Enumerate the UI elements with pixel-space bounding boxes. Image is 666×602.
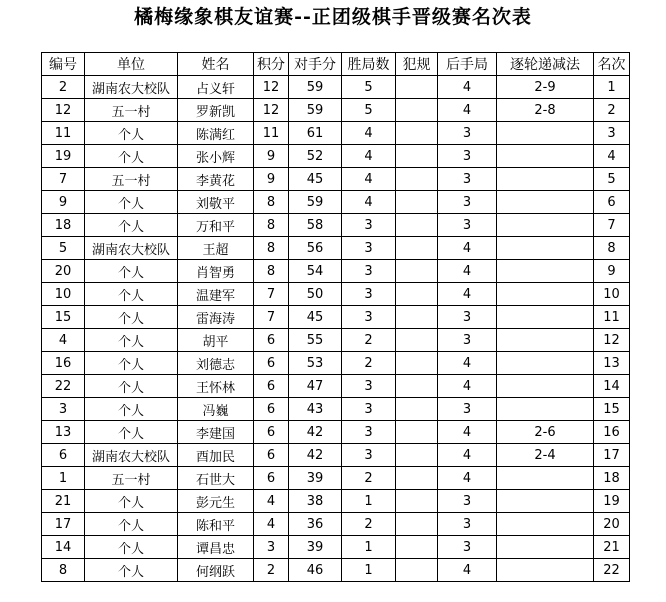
col-number-cell: 6: [42, 444, 85, 467]
col-points-cell: 4: [254, 490, 289, 513]
col-points-cell: 8: [254, 214, 289, 237]
col-wins-cell: 1: [342, 490, 396, 513]
col-name-cell: 肖智勇: [178, 260, 254, 283]
col-points-cell: 8: [254, 260, 289, 283]
col-rank-cell: 7: [594, 214, 630, 237]
col-number-cell: 21: [42, 490, 85, 513]
col-number-cell: 20: [42, 260, 85, 283]
col-name-cell: 占义轩: [178, 76, 254, 99]
col-opponent-score-cell: 45: [289, 306, 342, 329]
col-number-cell: 18: [42, 214, 85, 237]
col-second-move-games-cell: 3: [438, 122, 497, 145]
col-opponent-score-cell: 39: [289, 467, 342, 490]
col-fouls-cell: [396, 467, 438, 490]
table-body: [42, 76, 630, 582]
col-name-cell: 刘敬平: [178, 191, 254, 214]
col-fouls-cell: [396, 490, 438, 513]
col-opponent-score-cell: 52: [289, 145, 342, 168]
col-points-cell: 11: [254, 122, 289, 145]
col-fouls-cell: [396, 352, 438, 375]
col-number-cell: 16: [42, 352, 85, 375]
col-name-header: 姓名: [178, 53, 254, 76]
col-points-cell: 12: [254, 76, 289, 99]
col-number-header: 编号: [42, 53, 85, 76]
col-tiebreak-cell: [497, 352, 594, 375]
col-fouls-cell: [396, 168, 438, 191]
col-rank-cell: 18: [594, 467, 630, 490]
col-rank-cell: 3: [594, 122, 630, 145]
col-rank-cell: 5: [594, 168, 630, 191]
col-name-cell: 李黄花: [178, 168, 254, 191]
table-row: [42, 329, 630, 352]
col-unit-cell: 个人: [85, 490, 178, 513]
col-points-cell: 4: [254, 513, 289, 536]
col-opponent-score-header: 对手分: [289, 53, 342, 76]
col-fouls-cell: [396, 559, 438, 582]
table-row: [42, 536, 630, 559]
col-wins-cell: 3: [342, 421, 396, 444]
col-fouls-cell: [396, 76, 438, 99]
col-number-cell: 22: [42, 375, 85, 398]
col-name-cell: 万和平: [178, 214, 254, 237]
col-unit-cell: 五一村: [85, 168, 178, 191]
col-number-cell: 3: [42, 398, 85, 421]
col-tiebreak-cell: [497, 306, 594, 329]
table-row: [42, 559, 630, 582]
col-unit-cell: 个人: [85, 513, 178, 536]
col-rank-cell: 10: [594, 283, 630, 306]
col-rank-cell: 19: [594, 490, 630, 513]
col-rank-cell: 8: [594, 237, 630, 260]
col-fouls-cell: [396, 191, 438, 214]
col-unit-cell: 湖南农大校队: [85, 76, 178, 99]
col-name-cell: 刘德志: [178, 352, 254, 375]
col-unit-cell: 个人: [85, 306, 178, 329]
col-name-cell: 温建军: [178, 283, 254, 306]
col-name-cell: 彭元生: [178, 490, 254, 513]
col-unit-cell: 个人: [85, 145, 178, 168]
col-unit-cell: 个人: [85, 398, 178, 421]
table-row: [42, 444, 630, 467]
col-second-move-games-cell: 3: [438, 306, 497, 329]
col-name-cell: 王怀林: [178, 375, 254, 398]
col-opponent-score-cell: 38: [289, 490, 342, 513]
col-opponent-score-cell: 47: [289, 375, 342, 398]
col-tiebreak-cell: [497, 467, 594, 490]
table-row: [42, 76, 630, 99]
col-unit-header: 单位: [85, 53, 178, 76]
col-opponent-score-cell: 54: [289, 260, 342, 283]
col-unit-cell: 湖南农大校队: [85, 237, 178, 260]
col-tiebreak-cell: [497, 536, 594, 559]
col-second-move-games-cell: 4: [438, 421, 497, 444]
col-second-move-games-cell: 4: [438, 260, 497, 283]
col-wins-cell: 4: [342, 145, 396, 168]
col-second-move-games-cell: 4: [438, 467, 497, 490]
col-points-cell: 9: [254, 145, 289, 168]
col-fouls-header: 犯规: [396, 53, 438, 76]
col-number-cell: 5: [42, 237, 85, 260]
col-second-move-games-cell: 3: [438, 214, 497, 237]
col-unit-cell: 个人: [85, 214, 178, 237]
col-opponent-score-cell: 36: [289, 513, 342, 536]
col-second-move-games-cell: 4: [438, 283, 497, 306]
col-fouls-cell: [396, 237, 438, 260]
col-fouls-cell: [396, 329, 438, 352]
col-wins-cell: 2: [342, 352, 396, 375]
table-row: [42, 237, 630, 260]
col-second-move-games-cell: 3: [438, 168, 497, 191]
col-tiebreak-cell: [497, 283, 594, 306]
table-row: [42, 375, 630, 398]
table-row: [42, 191, 630, 214]
col-tiebreak-cell: [497, 214, 594, 237]
col-wins-cell: 3: [342, 306, 396, 329]
col-wins-cell: 3: [342, 398, 396, 421]
col-wins-cell: 3: [342, 214, 396, 237]
col-tiebreak-cell: [497, 375, 594, 398]
col-wins-cell: 5: [342, 76, 396, 99]
col-number-cell: 17: [42, 513, 85, 536]
col-tiebreak-header: 逐轮递减法: [497, 53, 594, 76]
col-rank-cell: 11: [594, 306, 630, 329]
col-opponent-score-cell: 59: [289, 191, 342, 214]
table-row: [42, 398, 630, 421]
col-fouls-cell: [396, 214, 438, 237]
col-points-cell: 12: [254, 99, 289, 122]
col-second-move-games-cell: 3: [438, 145, 497, 168]
col-fouls-cell: [396, 260, 438, 283]
col-second-move-games-cell: 4: [438, 444, 497, 467]
col-wins-cell: 1: [342, 559, 396, 582]
col-unit-cell: 个人: [85, 283, 178, 306]
col-wins-cell: 5: [342, 99, 396, 122]
col-name-cell: 张小辉: [178, 145, 254, 168]
col-second-move-games-cell: 4: [438, 99, 497, 122]
col-tiebreak-cell: 2-8: [497, 99, 594, 122]
col-fouls-cell: [396, 145, 438, 168]
col-opponent-score-cell: 58: [289, 214, 342, 237]
table-row: [42, 467, 630, 490]
table-row: [42, 421, 630, 444]
col-wins-cell: 2: [342, 467, 396, 490]
col-number-cell: 10: [42, 283, 85, 306]
col-unit-cell: 个人: [85, 260, 178, 283]
col-number-cell: 4: [42, 329, 85, 352]
table-row: [42, 352, 630, 375]
table-row: [42, 306, 630, 329]
col-second-move-games-cell: 4: [438, 352, 497, 375]
col-second-move-games-cell: 3: [438, 191, 497, 214]
col-tiebreak-cell: [497, 260, 594, 283]
col-rank-cell: 2: [594, 99, 630, 122]
col-tiebreak-cell: [497, 490, 594, 513]
col-wins-cell: 4: [342, 122, 396, 145]
col-number-cell: 7: [42, 168, 85, 191]
col-unit-cell: 个人: [85, 421, 178, 444]
col-second-move-games-cell: 3: [438, 490, 497, 513]
col-rank-cell: 17: [594, 444, 630, 467]
col-rank-cell: 21: [594, 536, 630, 559]
col-wins-cell: 3: [342, 237, 396, 260]
col-fouls-cell: [396, 444, 438, 467]
col-opponent-score-cell: 55: [289, 329, 342, 352]
col-name-cell: 酉加民: [178, 444, 254, 467]
col-rank-cell: 6: [594, 191, 630, 214]
col-tiebreak-cell: [497, 122, 594, 145]
col-points-cell: 7: [254, 306, 289, 329]
col-unit-cell: 五一村: [85, 99, 178, 122]
col-number-cell: 11: [42, 122, 85, 145]
col-rank-cell: 14: [594, 375, 630, 398]
col-opponent-score-cell: 50: [289, 283, 342, 306]
col-unit-cell: 个人: [85, 191, 178, 214]
col-rank-cell: 13: [594, 352, 630, 375]
col-number-cell: 9: [42, 191, 85, 214]
col-second-move-games-cell: 4: [438, 375, 497, 398]
col-points-cell: 2: [254, 559, 289, 582]
col-wins-cell: 4: [342, 168, 396, 191]
col-second-move-games-header: 后手局: [438, 53, 497, 76]
table-row: [42, 145, 630, 168]
table-row: [42, 260, 630, 283]
col-opponent-score-cell: 43: [289, 398, 342, 421]
col-second-move-games-cell: 4: [438, 559, 497, 582]
col-wins-cell: 2: [342, 329, 396, 352]
col-opponent-score-cell: 59: [289, 76, 342, 99]
table-row: [42, 214, 630, 237]
col-number-cell: 1: [42, 467, 85, 490]
col-opponent-score-cell: 45: [289, 168, 342, 191]
col-unit-cell: 个人: [85, 375, 178, 398]
col-second-move-games-cell: 4: [438, 237, 497, 260]
col-wins-cell: 3: [342, 375, 396, 398]
col-wins-cell: 3: [342, 283, 396, 306]
col-second-move-games-cell: 3: [438, 513, 497, 536]
col-tiebreak-cell: [497, 559, 594, 582]
table-row: [42, 99, 630, 122]
col-points-cell: 8: [254, 237, 289, 260]
col-points-cell: 3: [254, 536, 289, 559]
col-number-cell: 15: [42, 306, 85, 329]
col-number-cell: 19: [42, 145, 85, 168]
col-points-cell: 6: [254, 421, 289, 444]
col-wins-header: 胜局数: [342, 53, 396, 76]
col-fouls-cell: [396, 421, 438, 444]
col-name-cell: 石世大: [178, 467, 254, 490]
col-tiebreak-cell: [497, 145, 594, 168]
col-points-cell: 8: [254, 191, 289, 214]
col-rank-cell: 20: [594, 513, 630, 536]
col-name-cell: 陈和平: [178, 513, 254, 536]
col-tiebreak-cell: [497, 329, 594, 352]
col-number-cell: 14: [42, 536, 85, 559]
col-rank-header: 名次: [594, 53, 630, 76]
col-opponent-score-cell: 42: [289, 421, 342, 444]
col-tiebreak-cell: 2-9: [497, 76, 594, 99]
col-tiebreak-cell: 2-4: [497, 444, 594, 467]
page-title: 橘梅缘象棋友谊赛--正团级棋手晋级赛名次表: [134, 6, 532, 28]
col-tiebreak-cell: 2-6: [497, 421, 594, 444]
col-number-cell: 13: [42, 421, 85, 444]
table-row: [42, 490, 630, 513]
table-row: [42, 122, 630, 145]
col-fouls-cell: [396, 513, 438, 536]
col-opponent-score-cell: 39: [289, 536, 342, 559]
col-fouls-cell: [396, 398, 438, 421]
col-unit-cell: 个人: [85, 122, 178, 145]
col-opponent-score-cell: 46: [289, 559, 342, 582]
col-wins-cell: 3: [342, 260, 396, 283]
col-name-cell: 何纲跃: [178, 559, 254, 582]
col-rank-cell: 22: [594, 559, 630, 582]
col-rank-cell: 9: [594, 260, 630, 283]
table-row: [42, 168, 630, 191]
table-header-row: [42, 53, 630, 76]
col-points-cell: 6: [254, 375, 289, 398]
col-name-cell: 雷海涛: [178, 306, 254, 329]
col-points-cell: 6: [254, 467, 289, 490]
col-wins-cell: 4: [342, 191, 396, 214]
col-number-cell: 2: [42, 76, 85, 99]
col-wins-cell: 3: [342, 444, 396, 467]
col-fouls-cell: [396, 375, 438, 398]
col-opponent-score-cell: 42: [289, 444, 342, 467]
col-tiebreak-cell: [497, 237, 594, 260]
col-fouls-cell: [396, 122, 438, 145]
col-fouls-cell: [396, 283, 438, 306]
col-name-cell: 李建国: [178, 421, 254, 444]
col-unit-cell: 个人: [85, 352, 178, 375]
col-points-cell: 6: [254, 444, 289, 467]
col-opponent-score-cell: 53: [289, 352, 342, 375]
col-fouls-cell: [396, 536, 438, 559]
col-points-header: 积分: [254, 53, 289, 76]
col-tiebreak-cell: [497, 513, 594, 536]
col-wins-cell: 1: [342, 536, 396, 559]
col-unit-cell: 个人: [85, 536, 178, 559]
table-row: [42, 283, 630, 306]
col-tiebreak-cell: [497, 191, 594, 214]
col-opponent-score-cell: 56: [289, 237, 342, 260]
col-name-cell: 胡平: [178, 329, 254, 352]
col-rank-cell: 1: [594, 76, 630, 99]
col-opponent-score-cell: 61: [289, 122, 342, 145]
col-second-move-games-cell: 4: [438, 76, 497, 99]
col-fouls-cell: [396, 99, 438, 122]
col-number-cell: 12: [42, 99, 85, 122]
col-name-cell: 冯巍: [178, 398, 254, 421]
col-opponent-score-cell: 59: [289, 99, 342, 122]
col-wins-cell: 2: [342, 513, 396, 536]
col-rank-cell: 4: [594, 145, 630, 168]
col-fouls-cell: [396, 306, 438, 329]
col-name-cell: 王超: [178, 237, 254, 260]
col-rank-cell: 16: [594, 421, 630, 444]
col-tiebreak-cell: [497, 398, 594, 421]
table-row: [42, 513, 630, 536]
col-name-cell: 罗新凯: [178, 99, 254, 122]
col-unit-cell: 个人: [85, 329, 178, 352]
col-second-move-games-cell: 3: [438, 329, 497, 352]
col-name-cell: 陈满红: [178, 122, 254, 145]
col-name-cell: 谭昌忠: [178, 536, 254, 559]
col-second-move-games-cell: 3: [438, 398, 497, 421]
col-second-move-games-cell: 3: [438, 536, 497, 559]
col-unit-cell: 个人: [85, 559, 178, 582]
col-rank-cell: 12: [594, 329, 630, 352]
col-number-cell: 8: [42, 559, 85, 582]
col-points-cell: 9: [254, 168, 289, 191]
col-unit-cell: 湖南农大校队: [85, 444, 178, 467]
col-unit-cell: 五一村: [85, 467, 178, 490]
ranking-table: [41, 52, 630, 582]
col-points-cell: 6: [254, 398, 289, 421]
col-points-cell: 6: [254, 352, 289, 375]
col-points-cell: 7: [254, 283, 289, 306]
col-points-cell: 6: [254, 329, 289, 352]
col-tiebreak-cell: [497, 168, 594, 191]
col-rank-cell: 15: [594, 398, 630, 421]
